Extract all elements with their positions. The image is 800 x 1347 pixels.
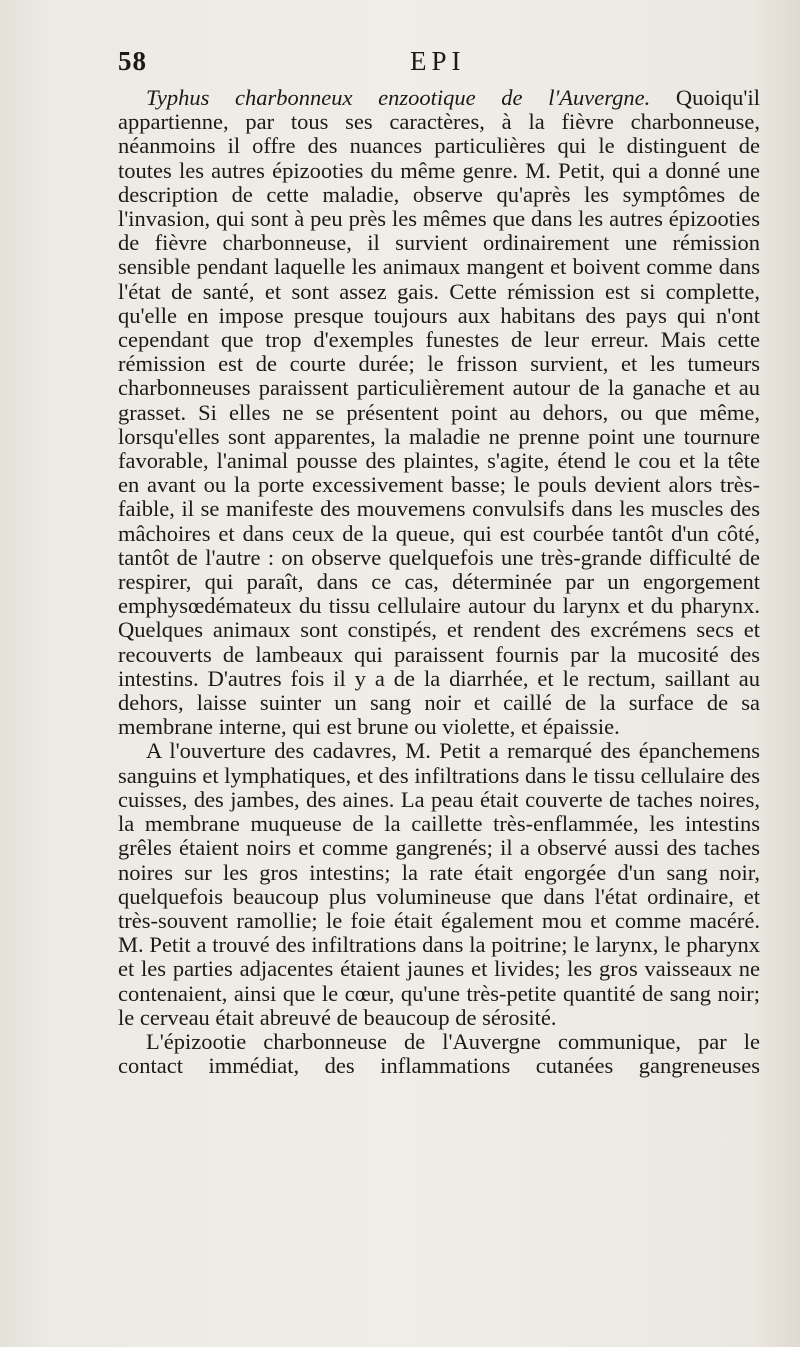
- paragraph-2-text: A l'ouverture des cadavres, M. Petit a remarqué des épanchemens sanguins et lymphatiques, et des infiltrations dans le tissu cellulaire des cuisses, des jambes, des aines. La peau était couverte de taches noires, la membrane muqueuse de la caillette très-enflammée, les intestins grêles étaient noirs et comme gangrenés; il a observé aussi des taches noires sur les gros intestins; la rate était engorgée d'un sang noir, quelquefois beaucoup plus volumineuse que dans l'état ordinaire, et très-souvent ramollie; le foie était également mou et comme macéré. M. Petit a trouvé des infiltrations dans la poitrine; le larynx, le pharynx et les parties adjacentes étaient jaunes et livides; les gros vaisseaux ne contenaient, ainsi que le cœur, qu'une très-petite quantité de sang noir; le cerveau était abreuvé de beaucoup de sérosité.: [118, 738, 760, 1030]
- paragraph-3-text: L'épizootie charbonneuse de l'Auvergne communique, par le contact immédiat, des inflammations cutanées gangreneuses: [118, 1028, 760, 1079]
- paragraph-3: [118, 1030, 760, 1078]
- body-text: [118, 86, 760, 1078]
- paragraph-2: [118, 739, 760, 1029]
- section-title: Typhus charbonneux enzootique de l'Auvergne.: [146, 85, 651, 110]
- paragraph-1: [118, 86, 760, 739]
- page-number: 58: [118, 46, 147, 76]
- running-head: EPI: [410, 46, 466, 76]
- page-header: [118, 46, 760, 82]
- paragraph-1-text: Quoiqu'il appartienne, par tous ses caractères, à la fièvre charbonneuse, néanmoins il offre des nuances particulières qui le distinguent de toutes les autres épizooties du même genre. M. Petit, qui a donné une description de cette maladie, observe qu'après les symptômes de l'invasion, qui sont à peu près les mêmes que dans les autres épizooties de fièvre charbonneuse, il survient ordinairement une rémission sensible pendant laquelle les animaux mangent et boivent comme dans l'état de santé, et sont assez gais. Cette rémission est si complette, qu'elle en impose presque toujours aux habitans des pays qui n'ont cependant que trop d'exemples funestes de leur erreur. Mais cette rémission est de courte durée; le frisson survient, et les tumeurs charbonneuses paraissent particulièrement autour de la ganache et au grasset. Si elles ne se présentent point au dehors, ou que même, lorsqu'elles sont apparentes, la maladie ne prenne point une tournure favorable, l'animal pousse des plaintes, s'agite, étend le cou et la tête en avant ou la porte excessivement basse; le pouls devient alors très-faible, il se manifeste des mouvemens convulsifs dans les muscles des mâchoires et dans ceux de la queue, qui est courbée tantôt d'un côté, tantôt de l'autre : on observe quelquefois une très-grande difficulté de respirer, qui paraît, dans ce cas, déterminée par un engorgement emphysœdémateux du tissu cellulaire autour du larynx et du pharynx. Quelques animaux sont constipés, et rendent des excrémens secs et recouverts de lambeaux qui paraissent fournis par la mucosité des intestins. D'autres fois il y a de la diarrhée, et le rectum, saillant au dehors, laisse suinter un sang noir et caillé de la surface de sa membrane interne, qui est brune ou violette, et épaissie.: [118, 85, 760, 740]
